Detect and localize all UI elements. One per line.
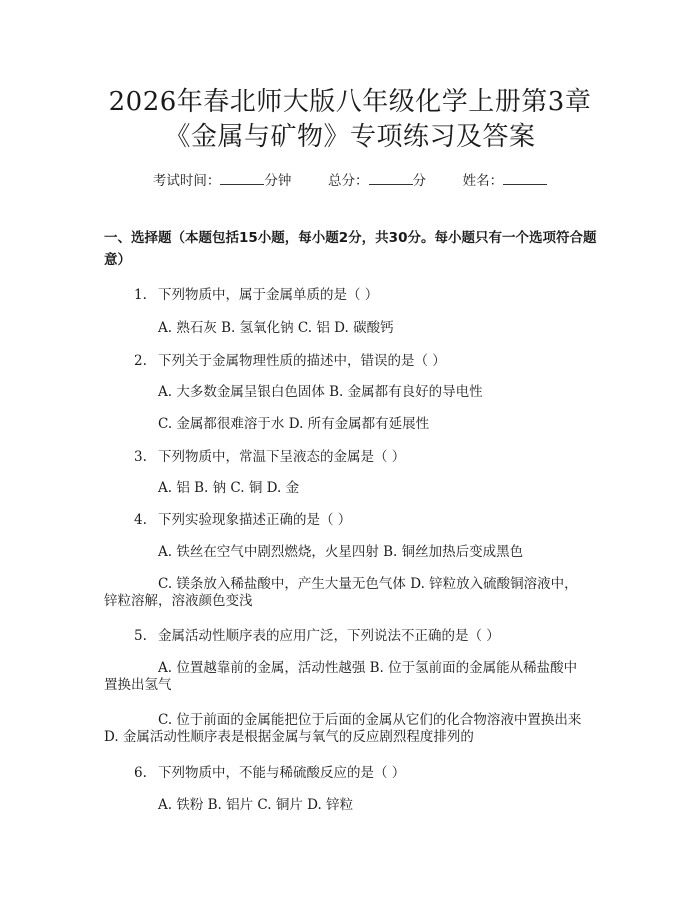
question-text: 下列物质中，常温下呈液态的金属是（ ）	[158, 449, 406, 465]
title-line-2: 《金属与矿物》专项练习及答案	[164, 122, 536, 152]
question-number: 2.	[134, 353, 147, 369]
question-5-options-line-2a: C. 位于前面的金属能把位于后面的金属从它们的化合物溶液中置换出来	[158, 712, 582, 728]
score-label: 总分：	[328, 173, 369, 189]
question-number: 6.	[134, 765, 147, 781]
score-unit: 分	[412, 173, 426, 189]
question-text: 下列物质中，不能与稀硫酸反应的是（ ）	[158, 765, 406, 781]
time-unit: 分钟	[264, 173, 292, 189]
question-2-options-line-2: C. 金属都很难溶于水 D. 所有金属都有延展性	[158, 416, 430, 432]
question-5	[134, 624, 500, 644]
question-1-options: A. 熟石灰 B. 氢氧化钠 C. 铝 D. 碳酸钙	[158, 320, 394, 336]
question-text: 下列关于金属物理性质的描述中，错误的是（ ）	[158, 353, 446, 369]
score-blank	[369, 172, 413, 185]
question-3-options: A. 铝 B. 钠 C. 铜 D. 金	[158, 480, 300, 496]
question-5-options-line-1a: A. 位置越靠前的金属，活动性越强 B. 位于氢前面的金属能从稀盐酸中	[158, 660, 578, 676]
question-text: 下列物质中，属于金属单质的是（ ）	[158, 287, 379, 303]
time-label: 考试时间：	[152, 173, 221, 189]
name-blank	[503, 172, 547, 185]
question-2	[134, 349, 446, 369]
question-1	[134, 283, 378, 303]
question-6-options: A. 铁粉 B. 铝片 C. 铜片 D. 锌粒	[158, 797, 354, 813]
question-number: 3.	[134, 449, 147, 465]
question-5-options-line-1b: 置换出氢气	[104, 677, 172, 693]
question-6	[134, 761, 405, 781]
question-4-options-line-1: A. 铁丝在空气中剧烈燃烧，火星四射 B. 铜丝加热后变成黑色	[158, 544, 524, 560]
question-text: 下列实验现象描述正确的是（ ）	[158, 512, 352, 528]
question-number: 5.	[134, 628, 147, 644]
question-2-options-line-1: A. 大多数金属呈银白色固体 B. 金属都有良好的导电性	[158, 384, 483, 400]
question-number: 4.	[134, 512, 147, 528]
section-header: 一、选择题（本题包括15小题，每小题2分，共30分。每小题只有一个选项符合题意）	[104, 230, 597, 268]
question-4-options-line-2a: C. 镁条放入稀盐酸中，产生大量无色气体 D. 锌粒放入硫酸铜溶液中，	[158, 576, 578, 592]
title-line-1: 2026年春北师大版八年级化学上册第3章	[108, 87, 592, 117]
question-5-options-line-2b: D. 金属活动性顺序表是根据金属与氧气的反应剧烈程度排列的	[104, 729, 474, 745]
question-3	[134, 445, 405, 465]
question-4-options-line-2b: 锌粒溶解，溶液颜色变浅	[104, 593, 253, 609]
question-4	[134, 508, 351, 528]
question-text: 金属活动性顺序表的应用广泛，下列说法不正确的是（ ）	[158, 628, 500, 644]
question-number: 1.	[134, 287, 147, 303]
exam-meta	[0, 169, 700, 189]
time-blank	[220, 172, 264, 185]
name-label: 姓名：	[462, 173, 504, 189]
